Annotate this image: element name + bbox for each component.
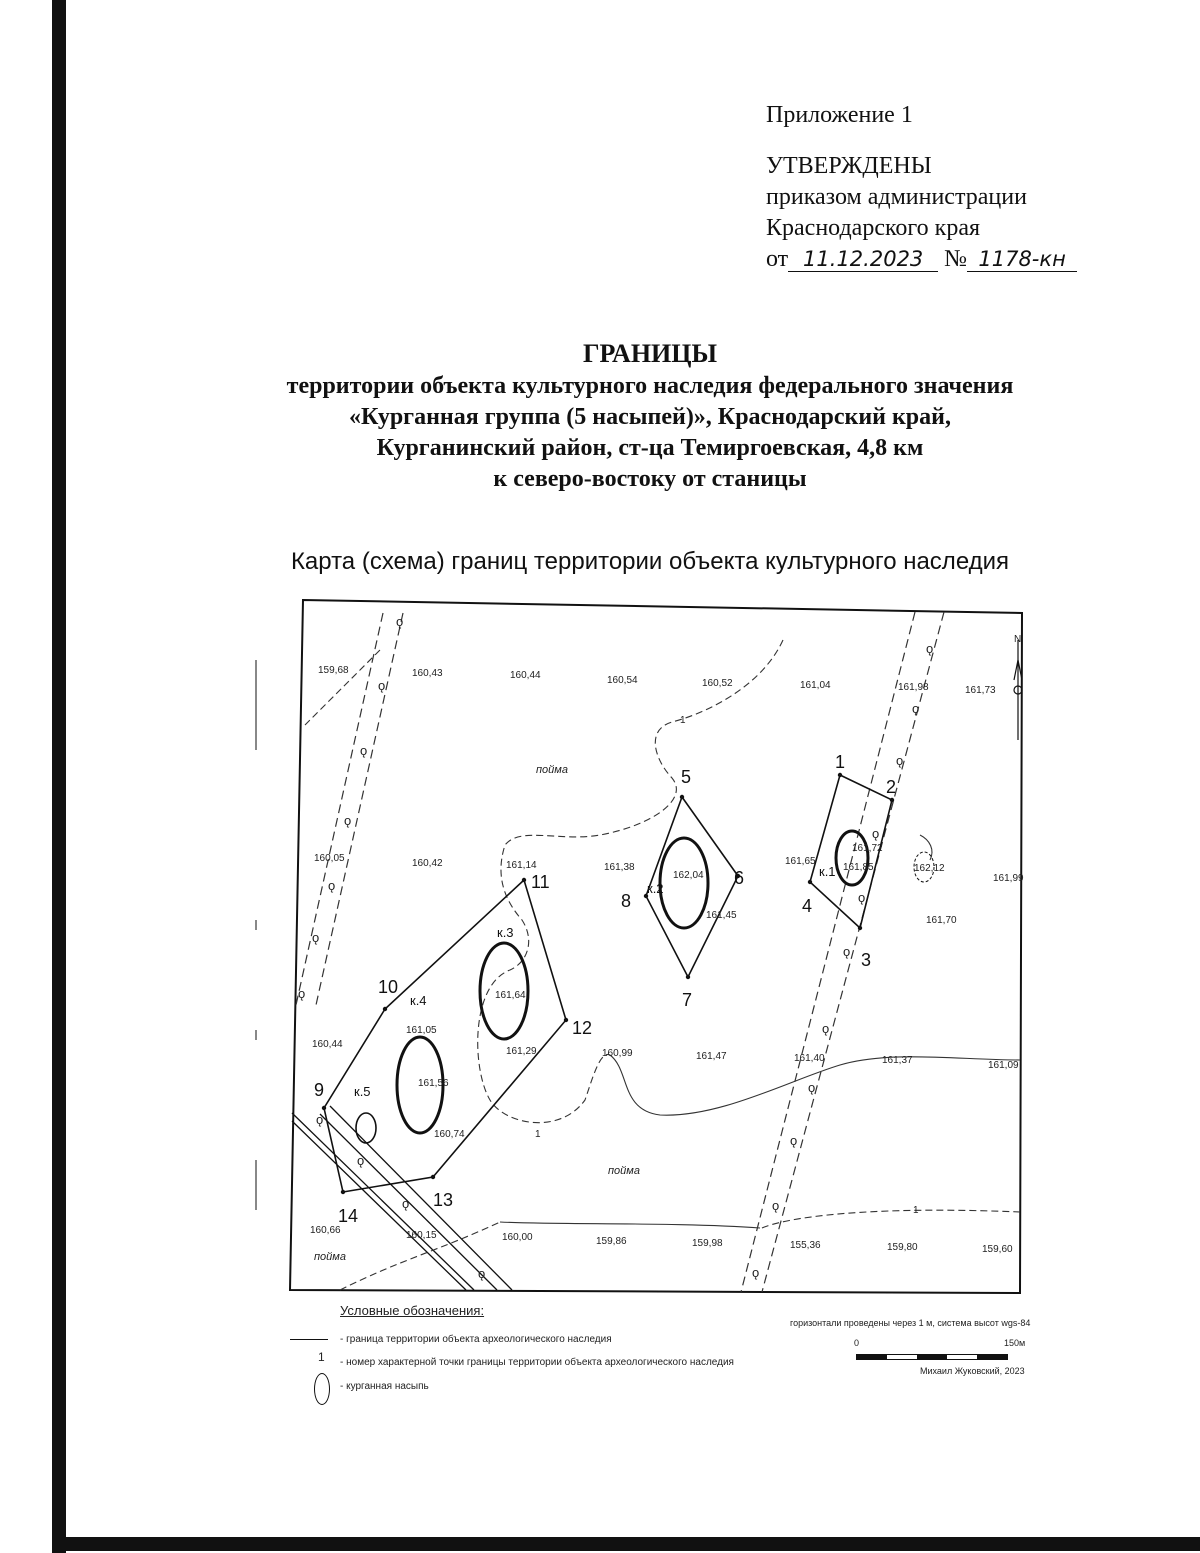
svg-text:ǫ: ǫ bbox=[772, 1198, 780, 1213]
elevation-mark: 160,15 bbox=[406, 1230, 437, 1241]
elevation-mark: 161,29 bbox=[506, 1046, 537, 1057]
mound-label: к.5 bbox=[354, 1084, 371, 1099]
scale-bar bbox=[856, 1354, 1008, 1360]
elevation-mark: 160,00 bbox=[502, 1232, 533, 1243]
legend-point: - номер характерной точки границы территории объекта археологического наследия bbox=[340, 1357, 734, 1368]
date-prefix: от bbox=[766, 246, 789, 272]
svg-text:ǫ: ǫ bbox=[822, 1021, 830, 1036]
contour-index: 1 bbox=[680, 715, 686, 726]
point-number: 2 bbox=[886, 777, 897, 797]
point-number: 10 bbox=[378, 977, 399, 997]
svg-text:ǫ: ǫ bbox=[858, 890, 866, 905]
elevation-mark: 161,98 bbox=[898, 682, 929, 693]
svg-text:ǫ: ǫ bbox=[298, 986, 306, 1001]
mound-label: к.4 bbox=[410, 993, 427, 1008]
legend-title: Условные обозначения: bbox=[340, 1303, 485, 1318]
elevation-mark: 161,99 bbox=[993, 873, 1024, 884]
mound-label: к.2 bbox=[647, 881, 664, 896]
legend-mound: - курганная насыпь bbox=[340, 1381, 429, 1392]
svg-text:ǫ: ǫ bbox=[808, 1080, 816, 1095]
heading-line-2: «Курганная группа (5 насыпей)», Краснодарский край, bbox=[349, 404, 951, 430]
mound-k2 bbox=[660, 838, 708, 928]
contour-line bbox=[762, 1210, 1020, 1228]
svg-text:ǫ: ǫ bbox=[378, 678, 386, 693]
elevation-mark: 161,05 bbox=[406, 1025, 437, 1036]
elevation-marks bbox=[310, 665, 1024, 1255]
elevation-mark: 161,45 bbox=[706, 910, 737, 921]
svg-text:ǫ: ǫ bbox=[752, 1265, 760, 1280]
elevation-mark: 159,86 bbox=[596, 1236, 627, 1247]
point-number: 12 bbox=[572, 1018, 593, 1038]
place-label: пойма bbox=[314, 1251, 346, 1263]
scale-zero: 0 bbox=[854, 1338, 860, 1348]
elevation-mark: 160,44 bbox=[312, 1039, 343, 1050]
elevation-mark: 162,04 bbox=[673, 870, 704, 881]
place-label: пойма bbox=[608, 1165, 640, 1177]
road-marks bbox=[298, 614, 933, 1281]
svg-text:ǫ: ǫ bbox=[843, 944, 851, 959]
map-author: Михаил Жуковский, 2023 bbox=[920, 1366, 1025, 1376]
point-number: 6 bbox=[734, 868, 745, 888]
elevation-mark: 160,43 bbox=[412, 668, 443, 679]
elevation-mark: 159,80 bbox=[887, 1242, 918, 1253]
elevation-mark: 161,37 bbox=[882, 1055, 913, 1066]
number-prefix: № bbox=[944, 246, 968, 272]
elevation-mark: 159,60 bbox=[982, 1244, 1013, 1255]
approved-label: УТВЕРЖДЕНЫ bbox=[766, 153, 932, 179]
elevation-mark: 161,47 bbox=[696, 1051, 727, 1062]
elevation-mark: 161,04 bbox=[800, 680, 831, 691]
svg-text:ǫ: ǫ bbox=[478, 1266, 486, 1281]
point-number: 4 bbox=[802, 896, 813, 916]
appendix-label: Приложение 1 bbox=[766, 102, 913, 128]
svg-text:ǫ: ǫ bbox=[872, 826, 880, 841]
point-number: 7 bbox=[682, 990, 693, 1010]
heading-main: ГРАНИЦЫ bbox=[582, 339, 718, 368]
svg-text:ǫ: ǫ bbox=[344, 813, 352, 828]
svg-text:ǫ: ǫ bbox=[357, 1153, 365, 1168]
elevation-mark: 159,68 bbox=[318, 665, 349, 676]
mound-k5 bbox=[356, 1113, 376, 1143]
point-number: 8 bbox=[621, 891, 632, 911]
elevation-mark: 160,05 bbox=[314, 853, 345, 864]
order-line-2: Краснодарского края bbox=[766, 215, 981, 241]
mound-oval-icon bbox=[314, 1373, 330, 1405]
elevation-mark: 161,72 bbox=[852, 843, 883, 854]
elevation-mark: 161,70 bbox=[926, 915, 957, 926]
contour-index: 1 bbox=[535, 1129, 541, 1140]
elevation-mark: 161,14 bbox=[506, 860, 537, 871]
elevation-mark: 161,56 bbox=[418, 1078, 449, 1089]
svg-text:ǫ: ǫ bbox=[360, 743, 368, 758]
point-number: 9 bbox=[314, 1080, 325, 1100]
elevation-mark: 161,73 bbox=[965, 685, 996, 696]
elevation-mark: 160,52 bbox=[702, 678, 733, 689]
elevation-mark: 155,36 bbox=[790, 1240, 821, 1251]
contour-note: горизонтали проведены через 1 м, система высот wgs-84 bbox=[790, 1318, 1031, 1328]
contour-line bbox=[920, 835, 932, 860]
elevation-mark: 161,40 bbox=[794, 1053, 825, 1064]
svg-text:ǫ: ǫ bbox=[312, 930, 320, 945]
svg-text:ǫ: ǫ bbox=[328, 878, 336, 893]
point-number: 5 bbox=[681, 767, 692, 787]
heading-line-1: территории объекта культурного наследия федерального значения bbox=[286, 373, 1014, 399]
heading-line-4: к северо-востоку от станицы bbox=[493, 466, 807, 492]
point-number: 13 bbox=[433, 1190, 454, 1210]
elevation-mark: 160,44 bbox=[510, 670, 541, 681]
svg-text:ǫ: ǫ bbox=[396, 614, 404, 629]
point-number: 11 bbox=[531, 872, 550, 892]
heading-line-3: Курганинский район, ст-ца Темиргоевская, 4,8 км bbox=[376, 435, 924, 461]
point-symbol: 1 bbox=[318, 1350, 325, 1364]
svg-text:ǫ: ǫ bbox=[912, 701, 920, 716]
elevation-mark: 160,74 bbox=[434, 1129, 465, 1140]
elevation-mark: 159,98 bbox=[692, 1238, 723, 1249]
point-number: 14 bbox=[338, 1206, 359, 1226]
elevation-mark: 161,64 bbox=[495, 990, 526, 1001]
north-label: N bbox=[1014, 634, 1022, 645]
svg-text:ǫ: ǫ bbox=[402, 1196, 410, 1211]
handwritten-date: 11.12.2023 bbox=[788, 247, 938, 272]
elevation-mark: 160,99 bbox=[602, 1048, 633, 1059]
order-line-1: приказом администрации bbox=[766, 184, 1027, 210]
elevation-mark: 161,38 bbox=[604, 862, 635, 873]
contour-line bbox=[500, 1222, 760, 1228]
legend-boundary: - граница территории объекта археологического наследия bbox=[340, 1334, 612, 1345]
boundary-point-markers bbox=[322, 773, 897, 1194]
place-label: пойма bbox=[536, 764, 568, 776]
svg-text:ǫ: ǫ bbox=[316, 1112, 324, 1127]
point-number: 3 bbox=[861, 950, 872, 970]
elevation-mark: 160,42 bbox=[412, 858, 443, 869]
mound-label: к.1 bbox=[819, 864, 836, 879]
svg-text:ǫ: ǫ bbox=[896, 753, 904, 768]
map-subtitle: Карта (схема) границ территории объекта культурного наследия bbox=[290, 548, 1010, 575]
contour-line bbox=[305, 650, 380, 725]
contour-index: 1 bbox=[913, 1205, 919, 1216]
scale-length: 150м bbox=[1004, 1338, 1026, 1348]
field-road-left bbox=[296, 613, 403, 1005]
elevation-mark: 160,66 bbox=[310, 1225, 341, 1236]
handwritten-number: 1178-кн bbox=[967, 247, 1077, 272]
elevation-mark: 161,65 bbox=[785, 856, 816, 867]
elevation-mark: 161,09 bbox=[988, 1060, 1019, 1071]
svg-text:ǫ: ǫ bbox=[926, 641, 934, 656]
boundary-line-symbol bbox=[290, 1339, 328, 1340]
svg-text:ǫ: ǫ bbox=[790, 1133, 798, 1148]
point-number: 1 bbox=[835, 752, 846, 772]
elevation-mark: 160,54 bbox=[607, 675, 638, 686]
elevation-mark: 161,85 bbox=[843, 862, 874, 873]
boundary-polygon-k3-k5 bbox=[324, 880, 566, 1192]
elevation-mark: 162,12 bbox=[914, 863, 945, 874]
mound-label: к.3 bbox=[497, 925, 514, 940]
